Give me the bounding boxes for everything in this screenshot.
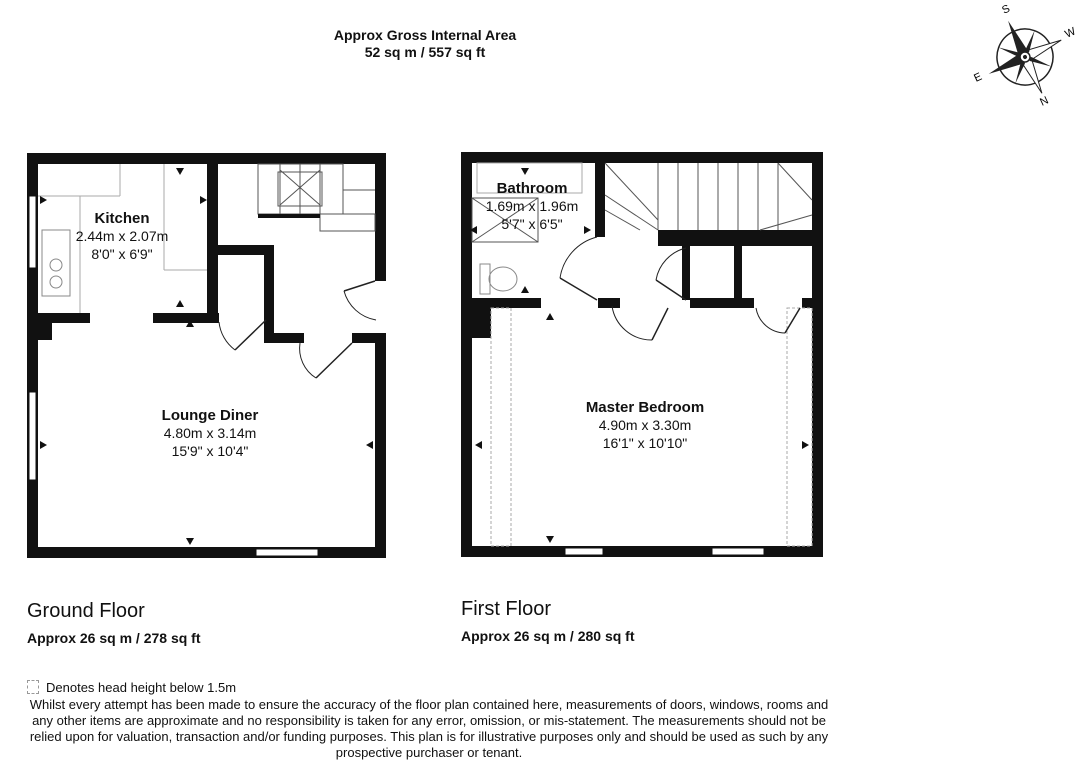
gf-kitchen-wall-right bbox=[207, 153, 218, 313]
disclaimer-line-1: Whilst every attempt has been made to ensure the accuracy of the floor plan contained here, measurements of doors, windows, rooms and bbox=[29, 697, 829, 712]
ff-wall-right bbox=[812, 152, 823, 557]
ff-cupboard-wall bbox=[682, 244, 690, 300]
ff-stair-wall bbox=[658, 230, 823, 246]
lounge-diner-name: Lounge Diner bbox=[161, 407, 259, 424]
master-bedroom-metric: 4.90m x 3.30m bbox=[598, 417, 692, 433]
compass-label-n: N bbox=[1038, 94, 1051, 109]
gross-area-value: 52 sq m / 557 sq ft bbox=[364, 44, 486, 60]
gf-wall-right-stub bbox=[352, 333, 386, 343]
ff-bathroom-wall-bottom bbox=[461, 298, 541, 308]
gf-stairs-icon bbox=[258, 164, 375, 231]
lounge-diner-imperial: 15'9" x 10'4" bbox=[171, 443, 249, 459]
kitchen-label bbox=[52, 210, 192, 263]
disclaimer-line-3: relied upon for valuation, transaction and/or funding purposes. This plan is for illustrative purposes only and should be used as such by any bbox=[29, 729, 829, 744]
first-floor-area: Approx 26 sq m / 280 sq ft bbox=[461, 628, 635, 644]
gf-window-left-lower bbox=[29, 392, 36, 480]
gf-wall-bottom bbox=[27, 547, 386, 558]
ground-floor-title: Ground Floor bbox=[27, 600, 145, 622]
head-height-legend-swatch bbox=[27, 680, 39, 694]
gf-wall-right-upper bbox=[375, 153, 386, 281]
lounge-diner-metric: 4.80m x 3.14m bbox=[163, 425, 257, 441]
head-height-legend-text: Denotes head height below 1.5m bbox=[46, 680, 237, 695]
ff-low-head-height-left bbox=[491, 308, 511, 546]
ff-window-bottom-left bbox=[565, 548, 603, 555]
ff-wall-stub-right bbox=[802, 298, 823, 308]
ff-window-bottom-right bbox=[712, 548, 764, 555]
bathroom-label bbox=[462, 180, 602, 233]
ff-wall-top bbox=[461, 152, 823, 163]
compass-label-w: W bbox=[1063, 25, 1078, 41]
bathroom-imperial: 5'7" x 6'5" bbox=[501, 216, 563, 232]
ff-landing-wall-bottom2 bbox=[690, 298, 754, 308]
master-bedroom-name: Master Bedroom bbox=[585, 399, 705, 416]
compass-icon bbox=[972, 4, 1078, 110]
disclaimer-line-4: prospective purchaser or tenant. bbox=[335, 745, 523, 760]
ground-floor-area: Approx 26 sq m / 278 sq ft bbox=[27, 630, 201, 646]
disclaimer-line-2: any other items are approximate and no responsibility is taken for any error, omission, or mis-statement. The measurements should not be bbox=[32, 713, 826, 728]
first-floor-title: First Floor bbox=[461, 598, 551, 620]
ff-landing-wall-bottom bbox=[598, 298, 620, 308]
master-bedroom-imperial: 16'1" x 10'10" bbox=[602, 435, 688, 451]
compass-label-s: S bbox=[1000, 2, 1012, 17]
gf-window-bottom bbox=[256, 549, 318, 556]
ff-low-head-height-right bbox=[787, 308, 812, 546]
ff-wall-bottom bbox=[461, 546, 823, 557]
ff-bedroom-corner bbox=[461, 308, 491, 338]
kitchen-name: Kitchen bbox=[94, 210, 150, 227]
ff-stairs-icon bbox=[605, 163, 812, 230]
gf-hall-wall bbox=[218, 245, 268, 255]
gf-wall-corner bbox=[27, 320, 52, 340]
bathroom-metric: 1.69m x 1.96m bbox=[485, 198, 579, 214]
kitchen-metric: 2.44m x 2.07m bbox=[75, 228, 169, 244]
gf-window-left-upper bbox=[29, 196, 36, 268]
ff-toilet-icon bbox=[489, 267, 517, 291]
gross-area-title: Approx Gross Internal Area bbox=[333, 27, 517, 43]
gf-wall-top bbox=[27, 153, 386, 164]
gf-kitchen-wall-bottom-right bbox=[153, 313, 219, 323]
kitchen-imperial: 8'0" x 6'9" bbox=[91, 246, 153, 262]
bathroom-name: Bathroom bbox=[496, 180, 568, 197]
ff-cupboard-wall2 bbox=[734, 244, 742, 300]
master-bedroom-label bbox=[560, 399, 730, 452]
compass-label-e: E bbox=[972, 70, 984, 85]
lounge-diner-label bbox=[130, 407, 290, 460]
gf-wall-right-lower bbox=[375, 333, 386, 558]
gf-hall-wall-low bbox=[264, 333, 304, 343]
disclaimer bbox=[0, 697, 858, 761]
